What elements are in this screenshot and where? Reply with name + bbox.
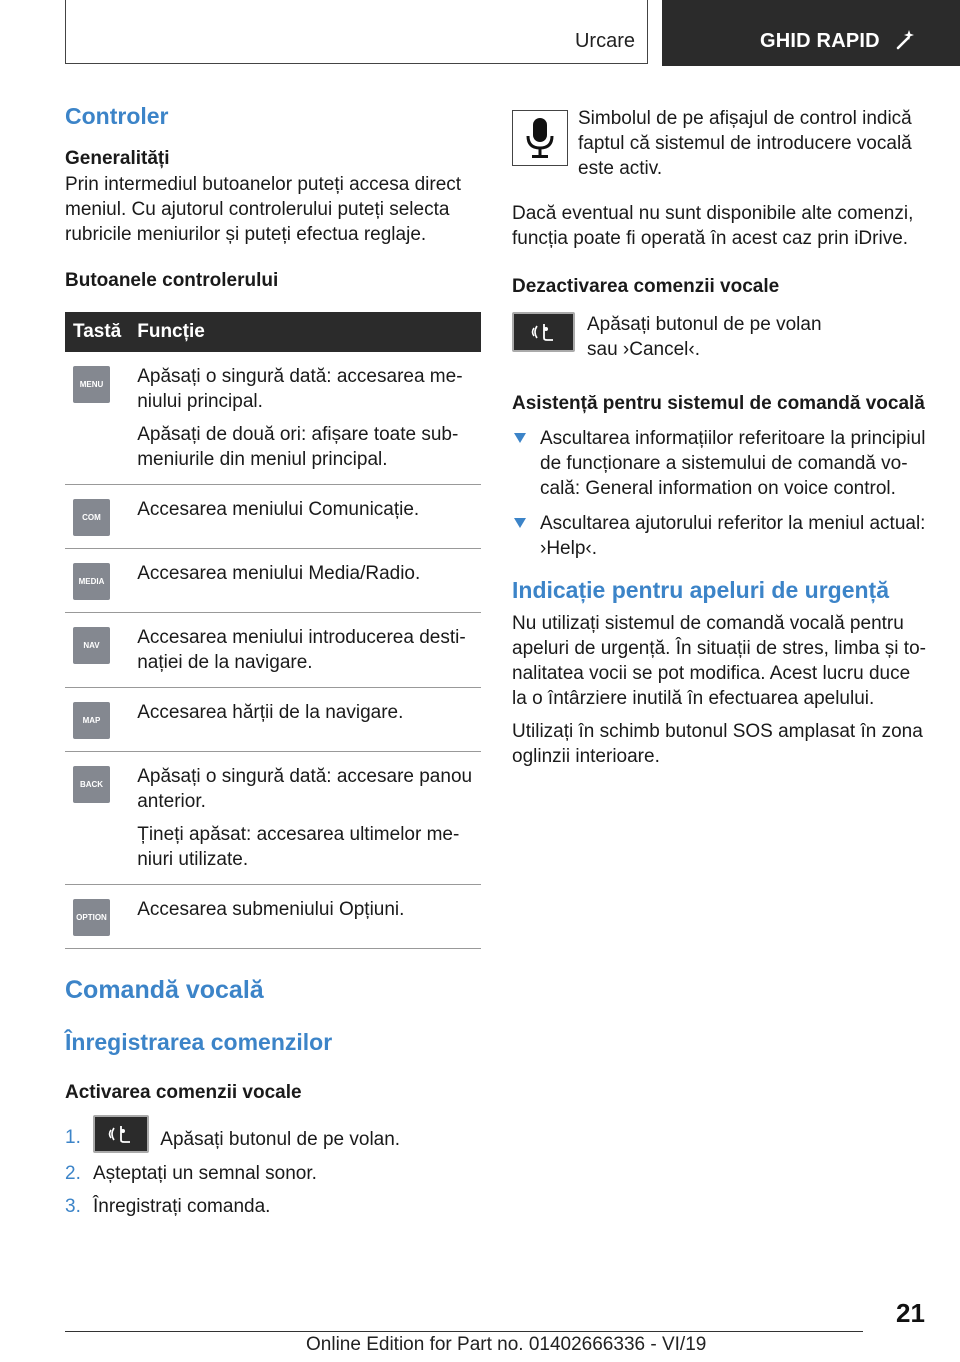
left-column bbox=[65, 95, 483, 1227]
nav-key-icon: NAV bbox=[73, 627, 110, 664]
deactivate-heading: Dezactivarea comenzii vocale bbox=[512, 276, 780, 297]
list-item bbox=[65, 1115, 483, 1153]
header-chapter-tab bbox=[662, 0, 960, 66]
deactivate-block bbox=[512, 312, 927, 362]
deactivate-text-1: Apăsați butonul de pe volan bbox=[587, 313, 822, 335]
assist-item-text: Ascultarea ajutorului referitor la meniul actual: ›Help‹. bbox=[540, 513, 926, 560]
table-row bbox=[65, 548, 481, 612]
general-heading: Generalități bbox=[65, 147, 170, 169]
emergency-text-1: Nu utilizați sistemul de comandă vocală pentru apeluri de urgență. În situații de stres, limba și tonalitatea vocii se pot modifica. Acest lucru duce la o întârziere inutilă în efectuarea apelului. bbox=[512, 612, 926, 709]
controller-buttons-table bbox=[65, 312, 481, 949]
activate-steps bbox=[65, 1115, 483, 1219]
row-text: Apăsați de două ori: afișare toate submeniurile din meniul principal. bbox=[137, 423, 459, 470]
table-row bbox=[65, 884, 481, 948]
controller-title: Controler bbox=[65, 103, 169, 129]
table-header-row bbox=[65, 312, 481, 352]
table-row bbox=[65, 352, 481, 485]
step-text: Înregistrați comanda. bbox=[93, 1196, 271, 1218]
table-header-key: Tastă bbox=[65, 312, 129, 352]
map-key-icon: MAP bbox=[73, 702, 110, 739]
mic-text: Simbolul de pe afișajul de control indică faptul că sistemul de introducere vocală este activ. bbox=[578, 108, 912, 179]
row-text: Accesarea hărții de la navigare. bbox=[137, 701, 404, 723]
table-row bbox=[65, 484, 481, 548]
triangle-bullet-icon bbox=[514, 518, 526, 528]
emergency-text-2: Utilizați în schimb butonul SOS amplasat în zona oglinzii interioare. bbox=[512, 720, 923, 767]
activate-heading: Activarea comenzii vocale bbox=[65, 1081, 302, 1103]
step-text: Așteptați un semnal sonor. bbox=[93, 1163, 317, 1185]
back-key-icon: BACK bbox=[73, 766, 110, 803]
row-text: Accesarea meniului introducerea destinației de la navigare. bbox=[137, 626, 466, 673]
page-number: 21 bbox=[896, 1298, 925, 1328]
step-number: 2. bbox=[65, 1163, 81, 1185]
row-text: Accesarea submeniului Opțiuni. bbox=[137, 898, 405, 920]
deactivate-text bbox=[587, 312, 822, 362]
step-number: 1. bbox=[65, 1127, 81, 1149]
header-chapter-label: GHID RAPID bbox=[760, 30, 880, 52]
recording-heading: Înregistrarea comenzilor bbox=[65, 1028, 333, 1055]
row-text: Apăsați o singură dată: accesarea meniului principal. bbox=[137, 365, 463, 412]
step-text: Apăsați butonul de pe volan. bbox=[160, 1129, 401, 1151]
triangle-bullet-icon bbox=[514, 433, 526, 443]
voice-command-icon bbox=[107, 1123, 135, 1145]
assist-list bbox=[512, 426, 927, 561]
table-row bbox=[65, 687, 481, 751]
list-item bbox=[512, 426, 927, 501]
assist-heading: Asistență pentru sistemul de comandă vocală bbox=[512, 392, 925, 414]
footer-edition-text: Online Edition for Part no. 01402666336 - VI/19 bbox=[306, 1334, 707, 1355]
voice-button-icon bbox=[512, 312, 575, 352]
list-item bbox=[65, 1161, 483, 1186]
option-key-icon: OPTION bbox=[73, 899, 110, 936]
row-text: Țineți apăsat: accesarea ultimelor meniuri utilizate. bbox=[137, 823, 460, 870]
row-text: Accesarea meniului Comunicație. bbox=[137, 498, 420, 520]
table-row bbox=[65, 612, 481, 687]
media-key-icon: MEDIA bbox=[73, 563, 110, 600]
row-text: Accesarea meniului Media/Radio. bbox=[137, 562, 421, 584]
voice-command-icon bbox=[530, 321, 558, 343]
list-item bbox=[512, 511, 927, 561]
general-text: Prin intermediul butoanelor puteți accesa direct meniul. Cu ajutorul controlerului puteți selecta rubricile meniurilor și puteți efectua reglaje. bbox=[65, 174, 462, 246]
list-item bbox=[65, 1194, 483, 1219]
right-column bbox=[512, 106, 927, 769]
voice-title: Comandă vocală bbox=[65, 975, 264, 1004]
com-key-icon: COM bbox=[73, 499, 110, 536]
assist-item-text: Ascultarea informațiilor referitoare la principiul de funcționare a sistemului de comandă vocală: General information on voice control. bbox=[540, 428, 926, 500]
menu-key-icon: MENU bbox=[73, 366, 110, 403]
idrive-text: Dacă eventual nu sunt disponibile alte comenzi, funcția poate fi operată în acest caz prin iDrive. bbox=[512, 203, 914, 249]
microphone-icon bbox=[512, 110, 568, 166]
step-number: 3. bbox=[65, 1196, 81, 1218]
table-row bbox=[65, 751, 481, 884]
buttons-heading: Butoanele controlerului bbox=[65, 270, 279, 292]
footer-divider bbox=[65, 1331, 863, 1332]
voice-button-icon bbox=[93, 1115, 149, 1153]
emergency-heading: Indicație pentru apeluri de urgență bbox=[512, 577, 890, 604]
deactivate-text-2: sau ›Cancel‹. bbox=[587, 338, 700, 360]
header-section-box bbox=[65, 0, 648, 64]
header-section-label: Urcare bbox=[574, 30, 635, 52]
row-text: Apăsați o singură dată: accesare panou anterior. bbox=[137, 765, 473, 812]
table-header-function: Funcție bbox=[129, 312, 481, 352]
wand-icon bbox=[894, 28, 916, 50]
mic-block bbox=[512, 106, 927, 181]
